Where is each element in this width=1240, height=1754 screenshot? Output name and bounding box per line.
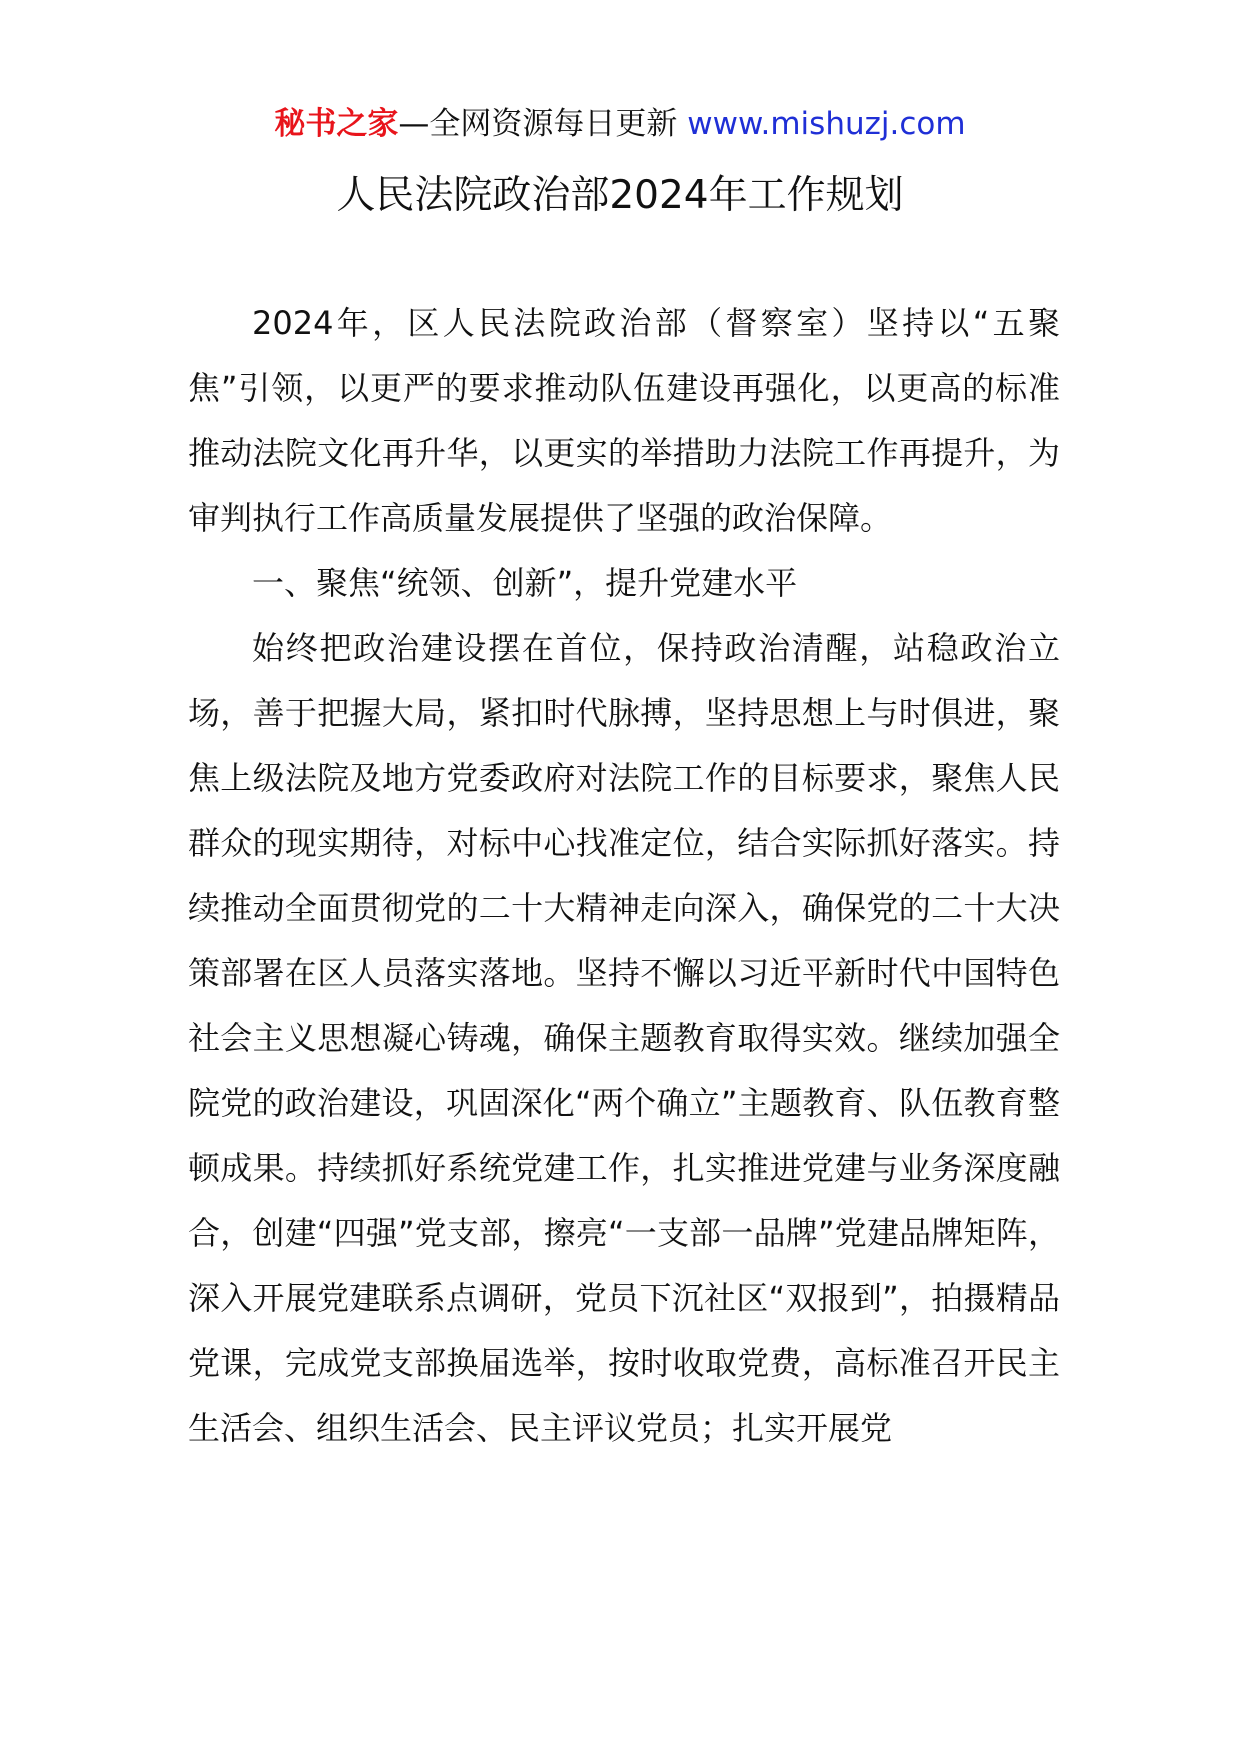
document-body [188, 291, 1060, 1461]
section-paragraph-1: 始终把政治建设摆在首位，保持政治清醒，站稳政治立场，善于把握大局，紧扣时代脉搏，坚持思想上与时俱进，聚焦上级法院及地方党委政府对法院工作的目标要求，聚焦人民群众的现实期待，对标中心找准定位，结合实际抓好落实。持续推动全面贯彻党的二十大精神走向深入，确保党的二十大决策部署在区人员落实落地。坚持不懈以习近平新时代中国特色社会主义思想凝心铸魂，确保主题教育取得实效。继续加强全院党的政治建设，巩固深化“两个确立”主题教育、队伍教育整顿成果。持续抓好系统党建工作，扎实推进党建与业务深度融合，创建“四强”党支部，擦亮“一支部一品牌”党建品牌矩阵，深入开展党建联系点调研，党员下沉社区“双报到”，拍摄精品党课，完成党支部换届选举，按时收取党费，高标准召开民主生活会、组织生活会、民主评议党员；扎实开展党 [188, 629, 1060, 1447]
site-header [0, 104, 1240, 144]
intro-paragraph: 2024年，区人民法院政治部（督察室）坚持以“五聚焦”引领，以更严的要求推动队伍建设再强化，以更高的标准推动法院文化再升华，以更实的举措助力法院工作再提升，为审判执行工作高质量发展提供了坚强的政治保障。 [188, 304, 1060, 537]
site-url-link[interactable]: www.mishuzj.com [687, 106, 966, 142]
document-title: 人民法院政治部2024年工作规划 [336, 173, 904, 218]
site-brand: 秘书之家 [274, 106, 399, 142]
site-tagline: —全网资源每日更新 [398, 106, 678, 142]
section-heading-1: 一、聚焦“统领、创新”，提升党建水平 [252, 564, 798, 602]
